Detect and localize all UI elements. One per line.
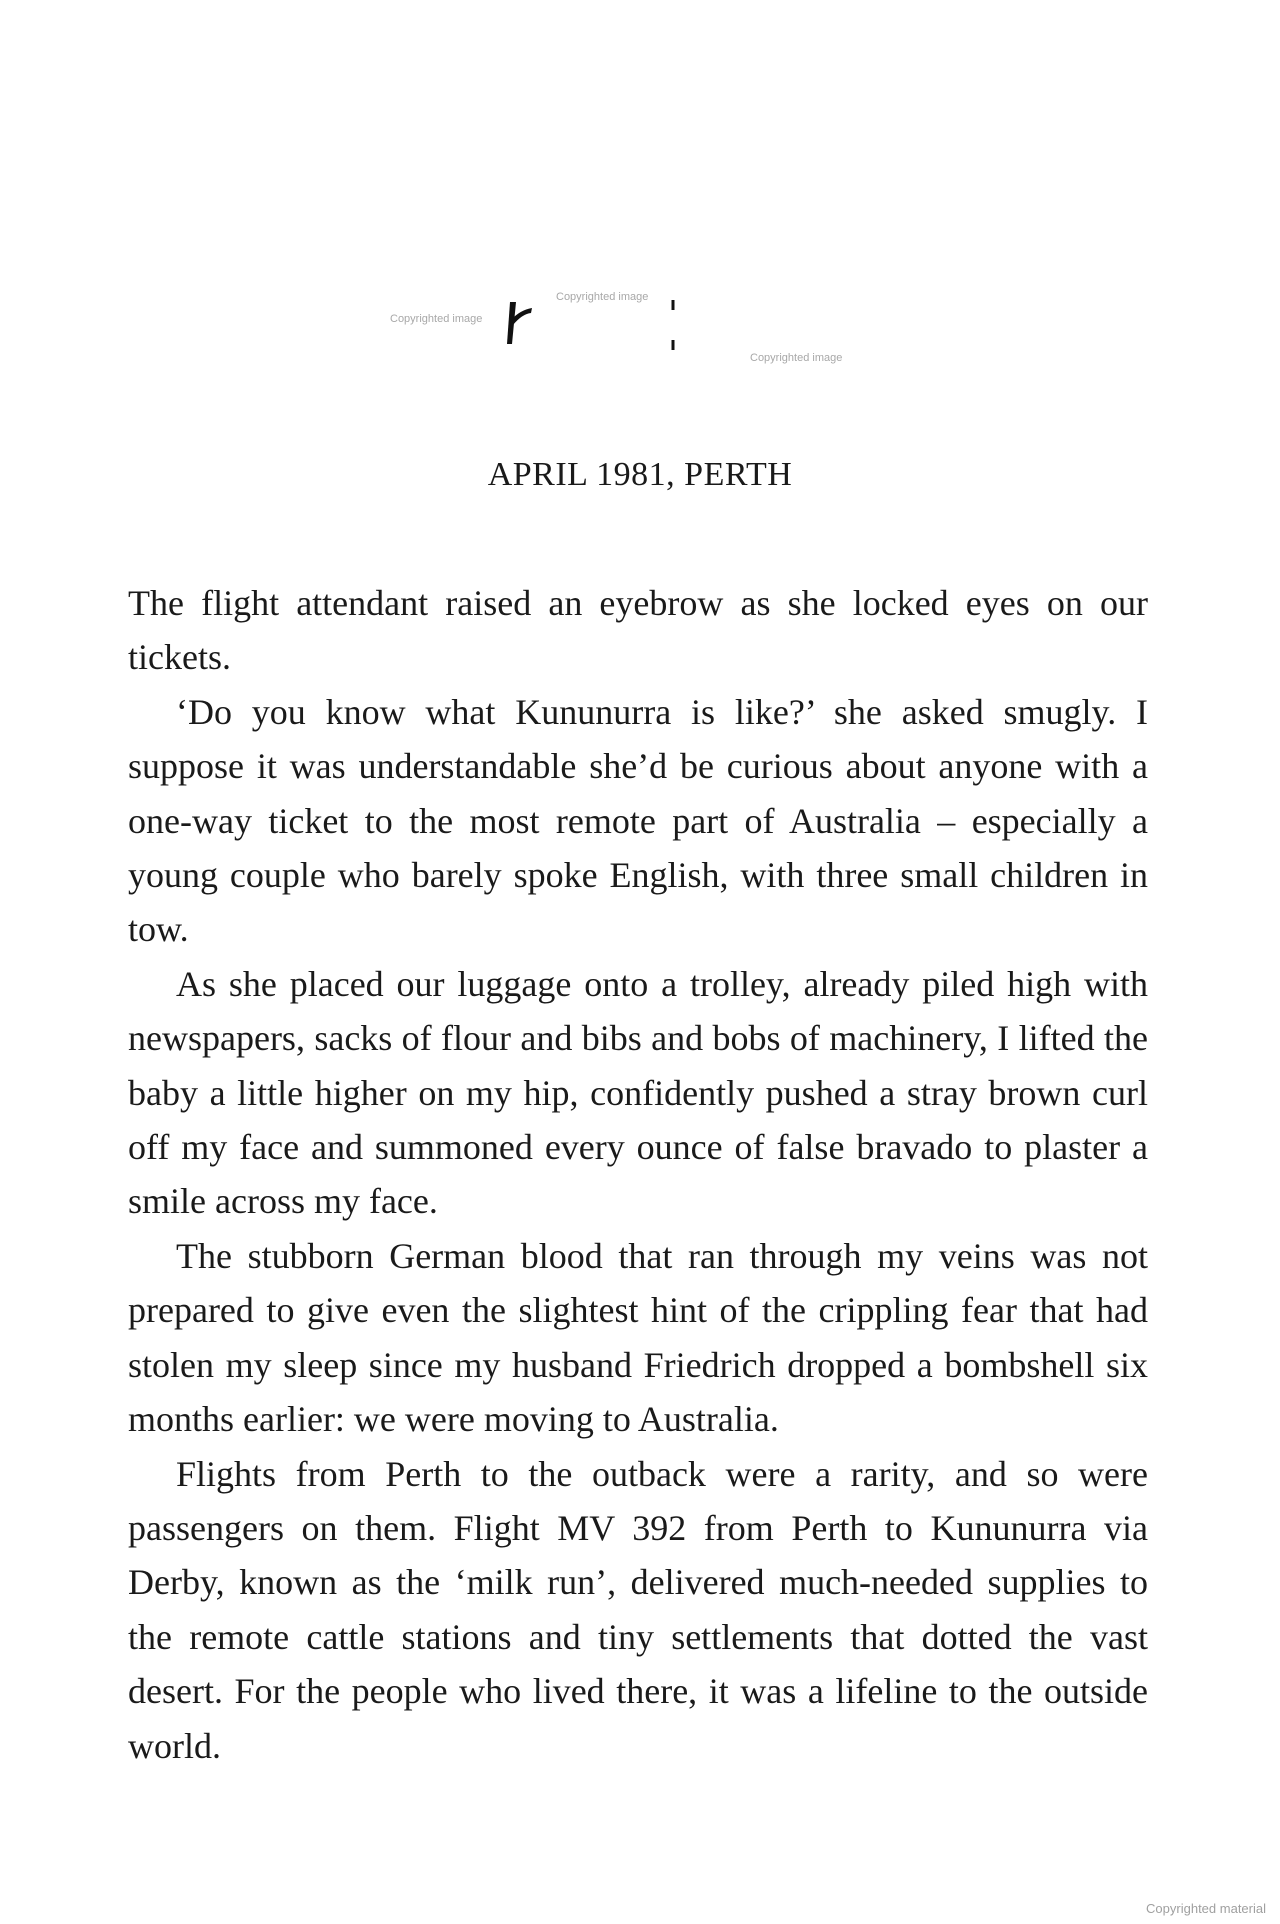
paragraph: ‘Do you know what Kununurra is like?’ she asked smugly. I suppose it was understandable she’d be curious about anyone with a one-way ticket to the most remote part of Australia – especially a young couple who barely spoke English, with three small children in tow. (128, 691, 1148, 950)
partial-chapter-numeral-image (669, 300, 677, 350)
body-text (128, 576, 1148, 1773)
partial-chapter-numeral-image (498, 298, 538, 348)
paragraph: The stubborn German blood that ran through my veins was not prepared to give even the slightest hint of the crippling fear that had stolen my sleep since my husband Friedrich dropped a bombshell six months earlier: we were moving to Australia. (128, 1235, 1148, 1440)
paragraph: As she placed our luggage onto a trolley, already piled high with newspapers, sacks of flour and bibs and bobs of machinery, I lifted the baby a little higher on my hip, confidently pushed a stray brown curl off my face and summoned every ounce of false bravado to plaster a smile across my face. (128, 963, 1148, 1222)
paragraph: Flights from Perth to the outback were a rarity, and so were passengers on them. Flight MV 392 from Perth to Kununurra via Derby, known as the ‘milk run’, delivered much-needed supplies to the remote cattle stations and tiny settlements that dotted the vast desert. For the people who lived there, it was a lifeline to the outside world. (128, 1453, 1148, 1766)
chapter-header-ornament (0, 0, 1280, 420)
copyright-watermark: Copyrighted material (1146, 1901, 1266, 1916)
watermark-label: Copyrighted image (390, 313, 483, 325)
chapter-title: APRIL 1981, PERTH (487, 456, 793, 493)
paragraph: The flight attendant raised an eyebrow as she locked eyes on our tickets. (128, 583, 1148, 678)
watermark-label: Copyrighted image (556, 291, 649, 303)
watermark-label: Copyrighted image (750, 352, 843, 364)
